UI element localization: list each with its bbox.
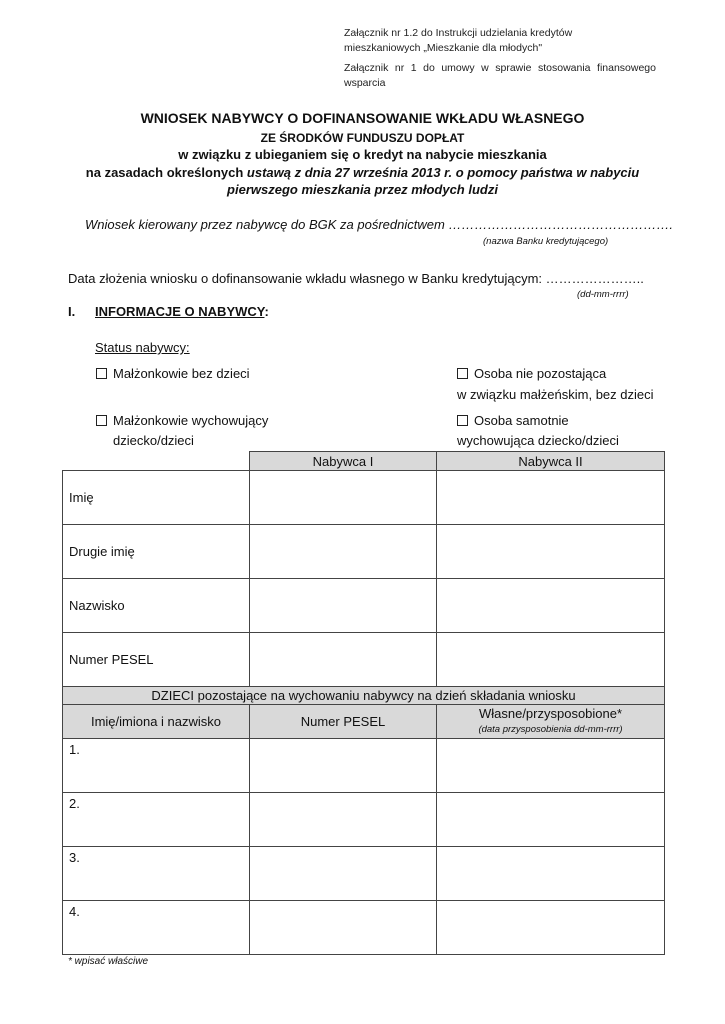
child-pesel-cell[interactable] [250, 847, 437, 901]
status-option-married-with-children[interactable] [96, 413, 268, 428]
checkbox[interactable] [457, 368, 468, 379]
second-name-buyer-1[interactable] [250, 525, 437, 579]
surname-buyer-2[interactable] [437, 579, 665, 633]
child-row-number[interactable]: 3. [63, 847, 250, 901]
header-buyer-2: Nabywca II [437, 452, 665, 471]
checkbox[interactable] [96, 415, 107, 426]
header-adoption-date-note: (data przysposobienia dd-mm-rrrr) [478, 724, 623, 735]
table-row [63, 633, 665, 687]
row-label: Imię [63, 471, 250, 525]
row-label: Nazwisko [63, 579, 250, 633]
children-header-row [63, 705, 665, 739]
child-pesel-cell[interactable] [250, 901, 437, 955]
second-name-buyer-2[interactable] [437, 525, 665, 579]
status-option-label: Osoba samotnie [474, 413, 569, 428]
table-row [63, 579, 665, 633]
form-subtitle: ZE ŚRODKÓW FUNDUSZU DOPŁAT [260, 131, 465, 145]
annex-line-4: wsparcia [344, 77, 386, 89]
pesel-buyer-2[interactable] [437, 633, 665, 687]
child-row-number[interactable]: 4. [63, 901, 250, 955]
title-line-4-italic: ustawą z dnia 27 września 2013 r. o pomocy państwa w nabyciu [246, 165, 640, 180]
directed-field[interactable]: Wniosek kierowany przez nabywcę do BGK za pośrednictwem ……………………………………………. [85, 217, 674, 232]
title-line-4-plain: na zasadach określonych [85, 165, 247, 180]
annex-line-2: mieszkaniowych „Mieszkanie dla młodych" [344, 42, 543, 54]
form-title: WNIOSEK NABYWCY O DOFINANSOWANIE WKŁADU WŁASNEGO [140, 110, 585, 126]
child-row-number[interactable]: 2. [63, 793, 250, 847]
status-option-label: Małżonkowie bez dzieci [113, 366, 250, 381]
children-caption-row [63, 687, 665, 705]
status-option-label: Osoba nie pozostająca [474, 366, 607, 381]
annex-line-1: Załącznik nr 1.2 do Instrukcji udzielania kredytów [344, 27, 573, 39]
form-title-line-4 [60, 165, 665, 180]
status-label: Status nabywcy: [95, 340, 190, 355]
status-option-label-cont: dziecko/dzieci [113, 433, 194, 448]
status-option-label-cont: wychowująca dziecko/dzieci [457, 433, 619, 448]
form-title-line-3: w związku z ubieganiem się o kredyt na nabycie mieszkania [178, 147, 547, 162]
first-name-buyer-1[interactable] [250, 471, 437, 525]
status-option-married-no-children[interactable] [96, 366, 250, 381]
footnote: * wpisać właściwe [68, 956, 149, 967]
status-option-label-cont: w związku małżeńskim, bez dzieci [457, 387, 654, 402]
empty-corner-cell [63, 452, 250, 471]
section-number: I. [68, 304, 76, 319]
child-row-number[interactable]: 1. [63, 739, 250, 793]
table-row [63, 793, 665, 847]
table-row [63, 471, 665, 525]
buyers-table [62, 451, 665, 687]
date-format-hint: (dd-mm-rrrr) [577, 289, 629, 300]
section-colon: : [264, 304, 269, 319]
child-pesel-cell[interactable] [250, 793, 437, 847]
child-own-adopted-cell[interactable] [437, 847, 665, 901]
table-row [63, 525, 665, 579]
form-title-line-5 [60, 182, 665, 197]
title-line-5-italic: pierwszego mieszkania przez młodych ludzi [227, 182, 498, 197]
header-child-own-adopted [437, 705, 665, 739]
child-own-adopted-cell[interactable] [437, 739, 665, 793]
section-heading [95, 304, 269, 319]
child-pesel-cell[interactable] [250, 739, 437, 793]
table-row [63, 847, 665, 901]
section-title: INFORMACJE O NABYWCY [95, 304, 265, 319]
checkbox[interactable] [96, 368, 107, 379]
row-label: Numer PESEL [63, 633, 250, 687]
table-row [63, 739, 665, 793]
table-row [63, 901, 665, 955]
status-option-label: Małżonkowie wychowujący [113, 413, 269, 428]
status-option-single-parent[interactable] [457, 413, 569, 428]
submission-date-field[interactable]: Data złożenia wniosku o dofinansowanie wkładu własnego w Banku kredytującym: ………………….. [68, 271, 644, 286]
status-option-single-no-children[interactable] [457, 366, 606, 381]
first-name-buyer-2[interactable] [437, 471, 665, 525]
buyers-header-row [63, 452, 665, 471]
header-child-pesel: Numer PESEL [250, 705, 437, 739]
children-caption: DZIECI pozostające na wychowaniu nabywcy na dzień składania wniosku [63, 687, 665, 705]
children-table [62, 686, 665, 955]
header-buyer-1: Nabywca I [250, 452, 437, 471]
header-own-adopted-label: Własne/przysposobione* [478, 706, 623, 721]
checkbox[interactable] [457, 415, 468, 426]
annex-line-3: Załącznik nr 1 do umowy w sprawie stosowania finansowego [344, 62, 656, 74]
row-label: Drugie imię [63, 525, 250, 579]
pesel-buyer-1[interactable] [250, 633, 437, 687]
bank-name-hint: (nazwa Banku kredytującego) [483, 236, 609, 247]
child-own-adopted-cell[interactable] [437, 793, 665, 847]
header-child-name: Imię/imiona i nazwisko [63, 705, 250, 739]
surname-buyer-1[interactable] [250, 579, 437, 633]
child-own-adopted-cell[interactable] [437, 901, 665, 955]
